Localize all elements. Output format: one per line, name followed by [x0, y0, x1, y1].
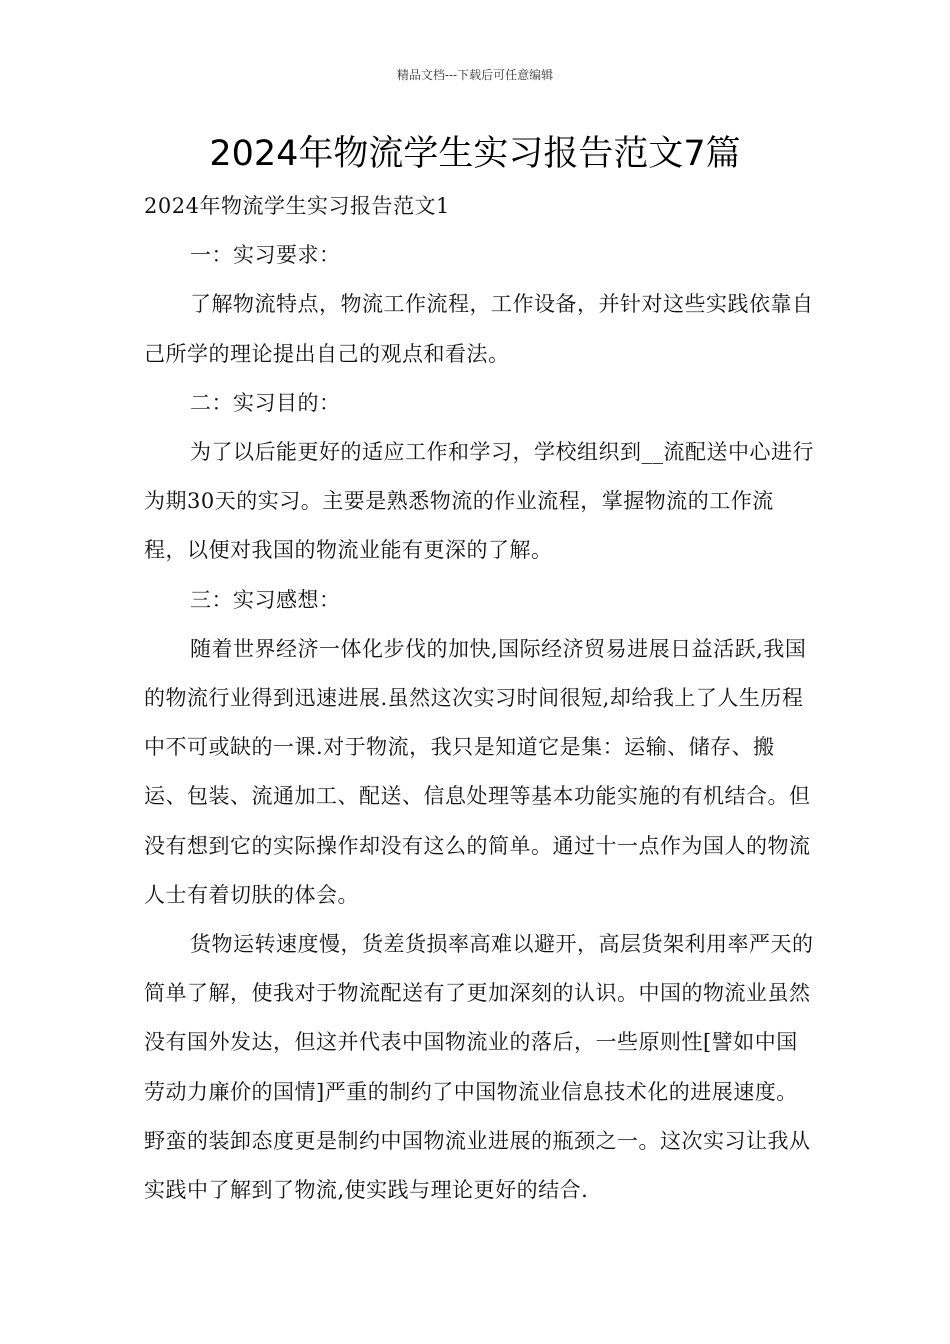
heading-purpose: 二：实习目的：: [190, 390, 341, 415]
paragraph-requirements: 了解物流特点，物流工作流程，工作设备，并针对这些实践依靠自己所学的理论提出自己的观点和看法。: [144, 292, 814, 366]
paragraph-reflection-1: 随着世界经济一体化步伐的加快,国际经济贸易进展日益活跃,我国的物流行业得到迅速进展.虽然这次实习时间很短,却给我上了人生历程中不可或缺的一课.对于物流，我只是知道它是集：运输、储存、搬运、包装、流通加工、配送、信息处理等基本功能实施的有机结合。但没有想到它的实际操作却没有这么的简单。通过十一点作为国人的物流人士有着切肤的体会。: [144, 636, 811, 907]
heading-reflection: 三：实习感想：: [190, 587, 341, 612]
document-body: [144, 182, 814, 1215]
document-title: 2024年物流学生实习报告范文7篇: [209, 134, 741, 174]
section-subtitle: 2024年物流学生实习报告范文1: [144, 194, 450, 218]
heading-requirements: 一：实习要求：: [190, 243, 341, 268]
header-note: 精品文档---下载后可任意编辑: [396, 68, 554, 82]
paragraph-reflection-2: 货物运转速度慢，货差货损率高难以避开，高层货架利用率严天的简单了解，使我对于物流配送有了更加深刻的认识。中国的物流业虽然没有国外发达，但这并代表中国物流业的落后，一些原则性[譬如中国劳动力廉价的国情]严重的制约了中国物流业信息技术化的进展速度。野蛮的装卸态度更是制约中国物流业进展的瓶颈之一。这次实习让我从实践中了解到了物流,使实践与理论更好的结合.: [144, 932, 814, 1203]
paragraph-purpose: 为了以后能更好的适应工作和学习，学校组织到__流配送中心进行为期30天的实习。主要是熟悉物流的作业流程，掌握物流的工作流程，以便对我国的物流业能有更深的了解。: [144, 440, 814, 563]
